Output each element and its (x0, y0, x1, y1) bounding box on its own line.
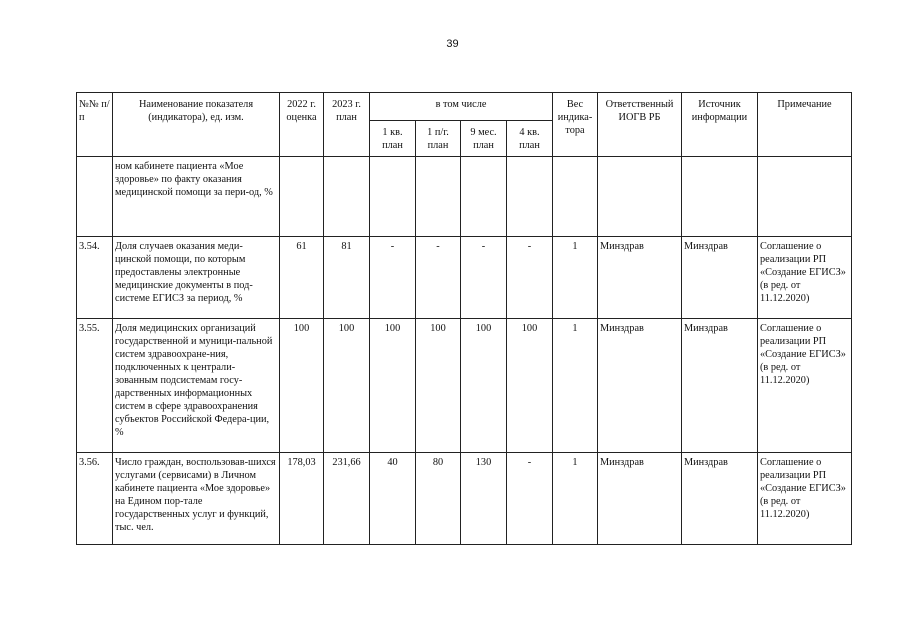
row-h1: 100 (416, 319, 461, 453)
row-2022 (280, 157, 324, 237)
header-num: №№ п/п (77, 93, 113, 157)
row-num: 3.56. (77, 453, 113, 545)
header-h1: 1 п/г. план (416, 121, 461, 157)
header-2023: 2023 г. план (324, 93, 370, 157)
row-responsible: Минздрав (598, 319, 682, 453)
row-q4: 100 (507, 319, 553, 453)
row-q4 (507, 157, 553, 237)
row-name: Доля случаев оказания меди-цинской помощи, по которым предоставлены электронные медицинские документы в под-системе ЕГИСЗ за период, % (113, 237, 280, 319)
row-note: Соглашение о реализации РП «Создание ЕГИСЗ» (в ред. от 11.12.2020) (758, 319, 852, 453)
row-2023: 231,66 (324, 453, 370, 545)
header-including: в том числе (370, 93, 553, 121)
header-name: Наименование показателя (индикатора), ед. изм. (113, 93, 280, 157)
row-h1 (416, 157, 461, 237)
row-9m (461, 157, 507, 237)
row-2022: 100 (280, 319, 324, 453)
table-row (77, 453, 852, 545)
row-2022: 61 (280, 237, 324, 319)
row-2023: 100 (324, 319, 370, 453)
row-h1: - (416, 237, 461, 319)
row-source (682, 157, 758, 237)
header-2022: 2022 г. оценка (280, 93, 324, 157)
row-2023: 81 (324, 237, 370, 319)
row-q4: - (507, 237, 553, 319)
row-source: Минздрав (682, 319, 758, 453)
header-source: Источник информации (682, 93, 758, 157)
row-h1: 80 (416, 453, 461, 545)
header-note: Примечание (758, 93, 852, 157)
row-name: Число граждан, воспользовав-шихся услугами (сервисами) в Личном кабинете пациента «Мое здоровье» на Едином пор-тале государственных услуг и функций, тыс. чел. (113, 453, 280, 545)
table-row (77, 237, 852, 319)
row-q1: 40 (370, 453, 416, 545)
header-9m: 9 мес. план (461, 121, 507, 157)
row-weight (553, 157, 598, 237)
row-q4: - (507, 453, 553, 545)
row-q1 (370, 157, 416, 237)
header-q4: 4 кв. план (507, 121, 553, 157)
header-q1: 1 кв. план (370, 121, 416, 157)
row-note: Соглашение о реализации РП «Создание ЕГИСЗ» (в ред. от 11.12.2020) (758, 453, 852, 545)
row-num: 3.55. (77, 319, 113, 453)
row-weight: 1 (553, 453, 598, 545)
header-weight: Вес индика-тора (553, 93, 598, 157)
row-9m: - (461, 237, 507, 319)
row-name: ном кабинете пациента «Мое здоровье» по факту оказания медицинской помощи за пери-од, % (113, 157, 280, 237)
row-responsible: Минздрав (598, 453, 682, 545)
row-num: 3.54. (77, 237, 113, 319)
row-q1: - (370, 237, 416, 319)
indicators-table (76, 92, 852, 545)
row-name: Доля медицинских организаций государственной и муници-пальной систем здравоохране-ния, подключенных к централи-зованным подсистемам госу-дарственных информационных систем в сфере здравоохранения субъектов Российской Федера-ции, % (113, 319, 280, 453)
row-source: Минздрав (682, 453, 758, 545)
row-2022: 178,03 (280, 453, 324, 545)
row-9m: 130 (461, 453, 507, 545)
row-source: Минздрав (682, 237, 758, 319)
row-q1: 100 (370, 319, 416, 453)
row-responsible: Минздрав (598, 237, 682, 319)
row-2023 (324, 157, 370, 237)
row-weight: 1 (553, 319, 598, 453)
header-responsible: Ответственный ИОГВ РБ (598, 93, 682, 157)
row-weight: 1 (553, 237, 598, 319)
row-num (77, 157, 113, 237)
row-9m: 100 (461, 319, 507, 453)
page-number: 39 (446, 38, 459, 50)
table-row (77, 157, 852, 237)
table-row (77, 319, 852, 453)
row-note: Соглашение о реализации РП «Создание ЕГИСЗ» (в ред. от 11.12.2020) (758, 237, 852, 319)
row-responsible (598, 157, 682, 237)
row-note (758, 157, 852, 237)
